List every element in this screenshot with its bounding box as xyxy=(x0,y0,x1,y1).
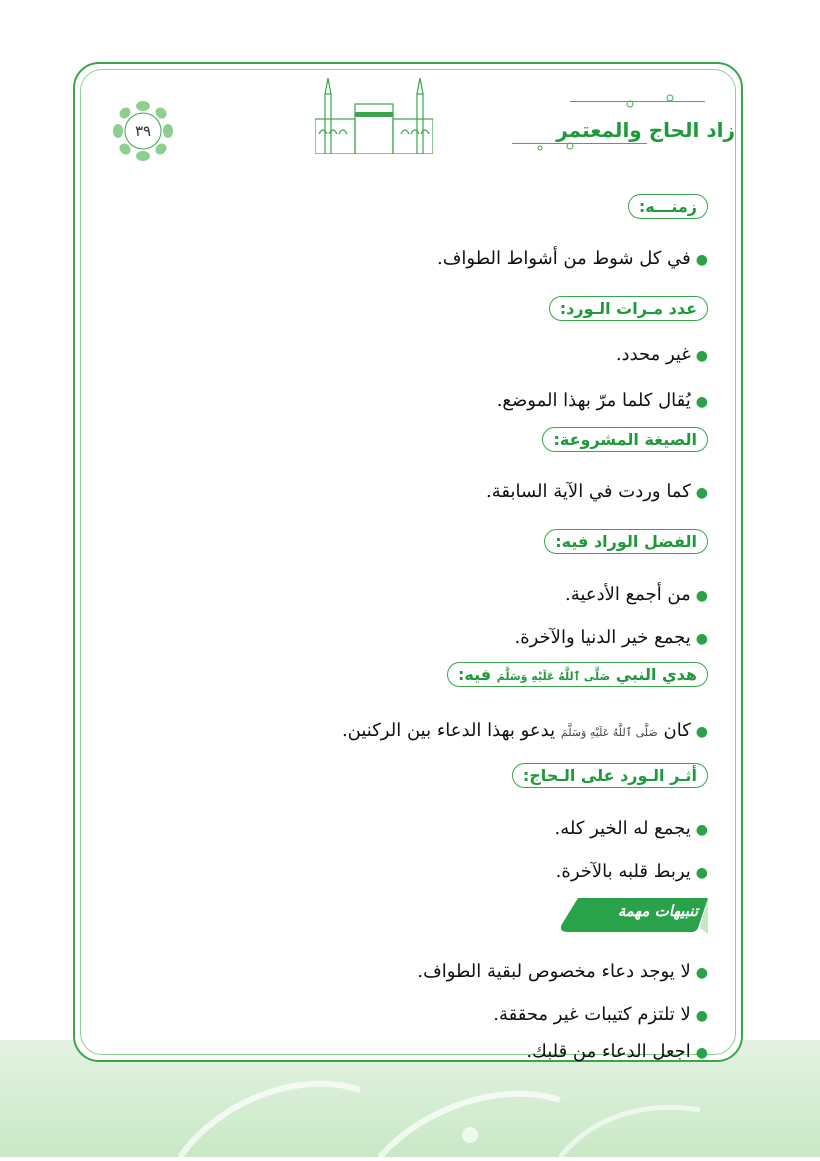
section-heading: أثـر الـورد على الـحاج: xyxy=(512,763,708,788)
section-heading: هدي النبي صَلَّى ٱللَّهُ عَلَيْهِ وَسَلَّمَ فيه: xyxy=(447,662,708,687)
section-heading: الصيغة المشروعة: xyxy=(542,427,708,452)
section-effect xyxy=(512,763,708,788)
list-item: ●لا يوجد دعاء مخصوص لبقية الطواف. xyxy=(417,961,708,982)
bullet-icon: ● xyxy=(695,588,708,604)
bullet-icon: ● xyxy=(695,724,708,740)
list-item: ●كما وردت في الآية السابقة. xyxy=(486,481,708,502)
book-title: زاد الحاج والمعتمر xyxy=(556,118,735,142)
page-number: ٣٩ xyxy=(134,122,152,140)
list-item: ●يُقال كلما مرّ بهذا الموضع. xyxy=(496,390,708,411)
list-item: ●كان صَلَّى ٱللَّهُ عَلَيْهِ وَسَلَّمَ يدعو بهذا الدعاء بين الركنين. xyxy=(341,720,708,741)
kaaba-mosque-icon xyxy=(315,74,433,154)
list-item: ●لا تلتزم كتيبات غير محققة. xyxy=(493,1004,708,1025)
section-prophet-guidance xyxy=(447,662,708,687)
bullet-icon: ● xyxy=(695,865,708,881)
bullet-icon: ● xyxy=(695,631,708,647)
list-item: ●يربط قلبه بالآخرة. xyxy=(555,861,708,882)
warnings-badge xyxy=(558,898,708,932)
bullet-icon: ● xyxy=(695,822,708,838)
bullet-icon: ● xyxy=(695,1045,708,1061)
list-item: ●اجعل الدعاء من قلبك. xyxy=(526,1041,708,1062)
list-item: ●من أجمع الأدعية. xyxy=(565,584,708,605)
section-count xyxy=(549,296,708,321)
bullet-icon: ● xyxy=(695,965,708,981)
section-heading: الفضل الوراد فيه: xyxy=(544,529,708,554)
header-flourish-icon xyxy=(620,92,680,108)
section-heading: زمنـــه: xyxy=(628,194,708,219)
list-item: ●غير محدد. xyxy=(615,344,708,365)
bullet-icon: ● xyxy=(695,485,708,501)
bullet-icon: ● xyxy=(695,348,708,364)
list-item: ●في كل شوط من أشواط الطواف. xyxy=(437,248,708,269)
list-item: ●يجمع خير الدنيا والآخرة. xyxy=(514,627,708,648)
bullet-icon: ● xyxy=(695,252,708,268)
page-number-badge xyxy=(112,100,174,162)
bullet-icon: ● xyxy=(695,394,708,410)
header-flourish-bottom-icon xyxy=(530,138,590,154)
section-time xyxy=(628,194,708,219)
section-virtue xyxy=(544,529,708,554)
section-formula xyxy=(542,427,708,452)
bullet-icon: ● xyxy=(695,1008,708,1024)
section-heading: عدد مـرات الـورد: xyxy=(549,296,708,321)
warnings-label: تنبيهات مهمة xyxy=(617,902,698,920)
list-item: ●يجمع له الخير كله. xyxy=(554,818,708,839)
